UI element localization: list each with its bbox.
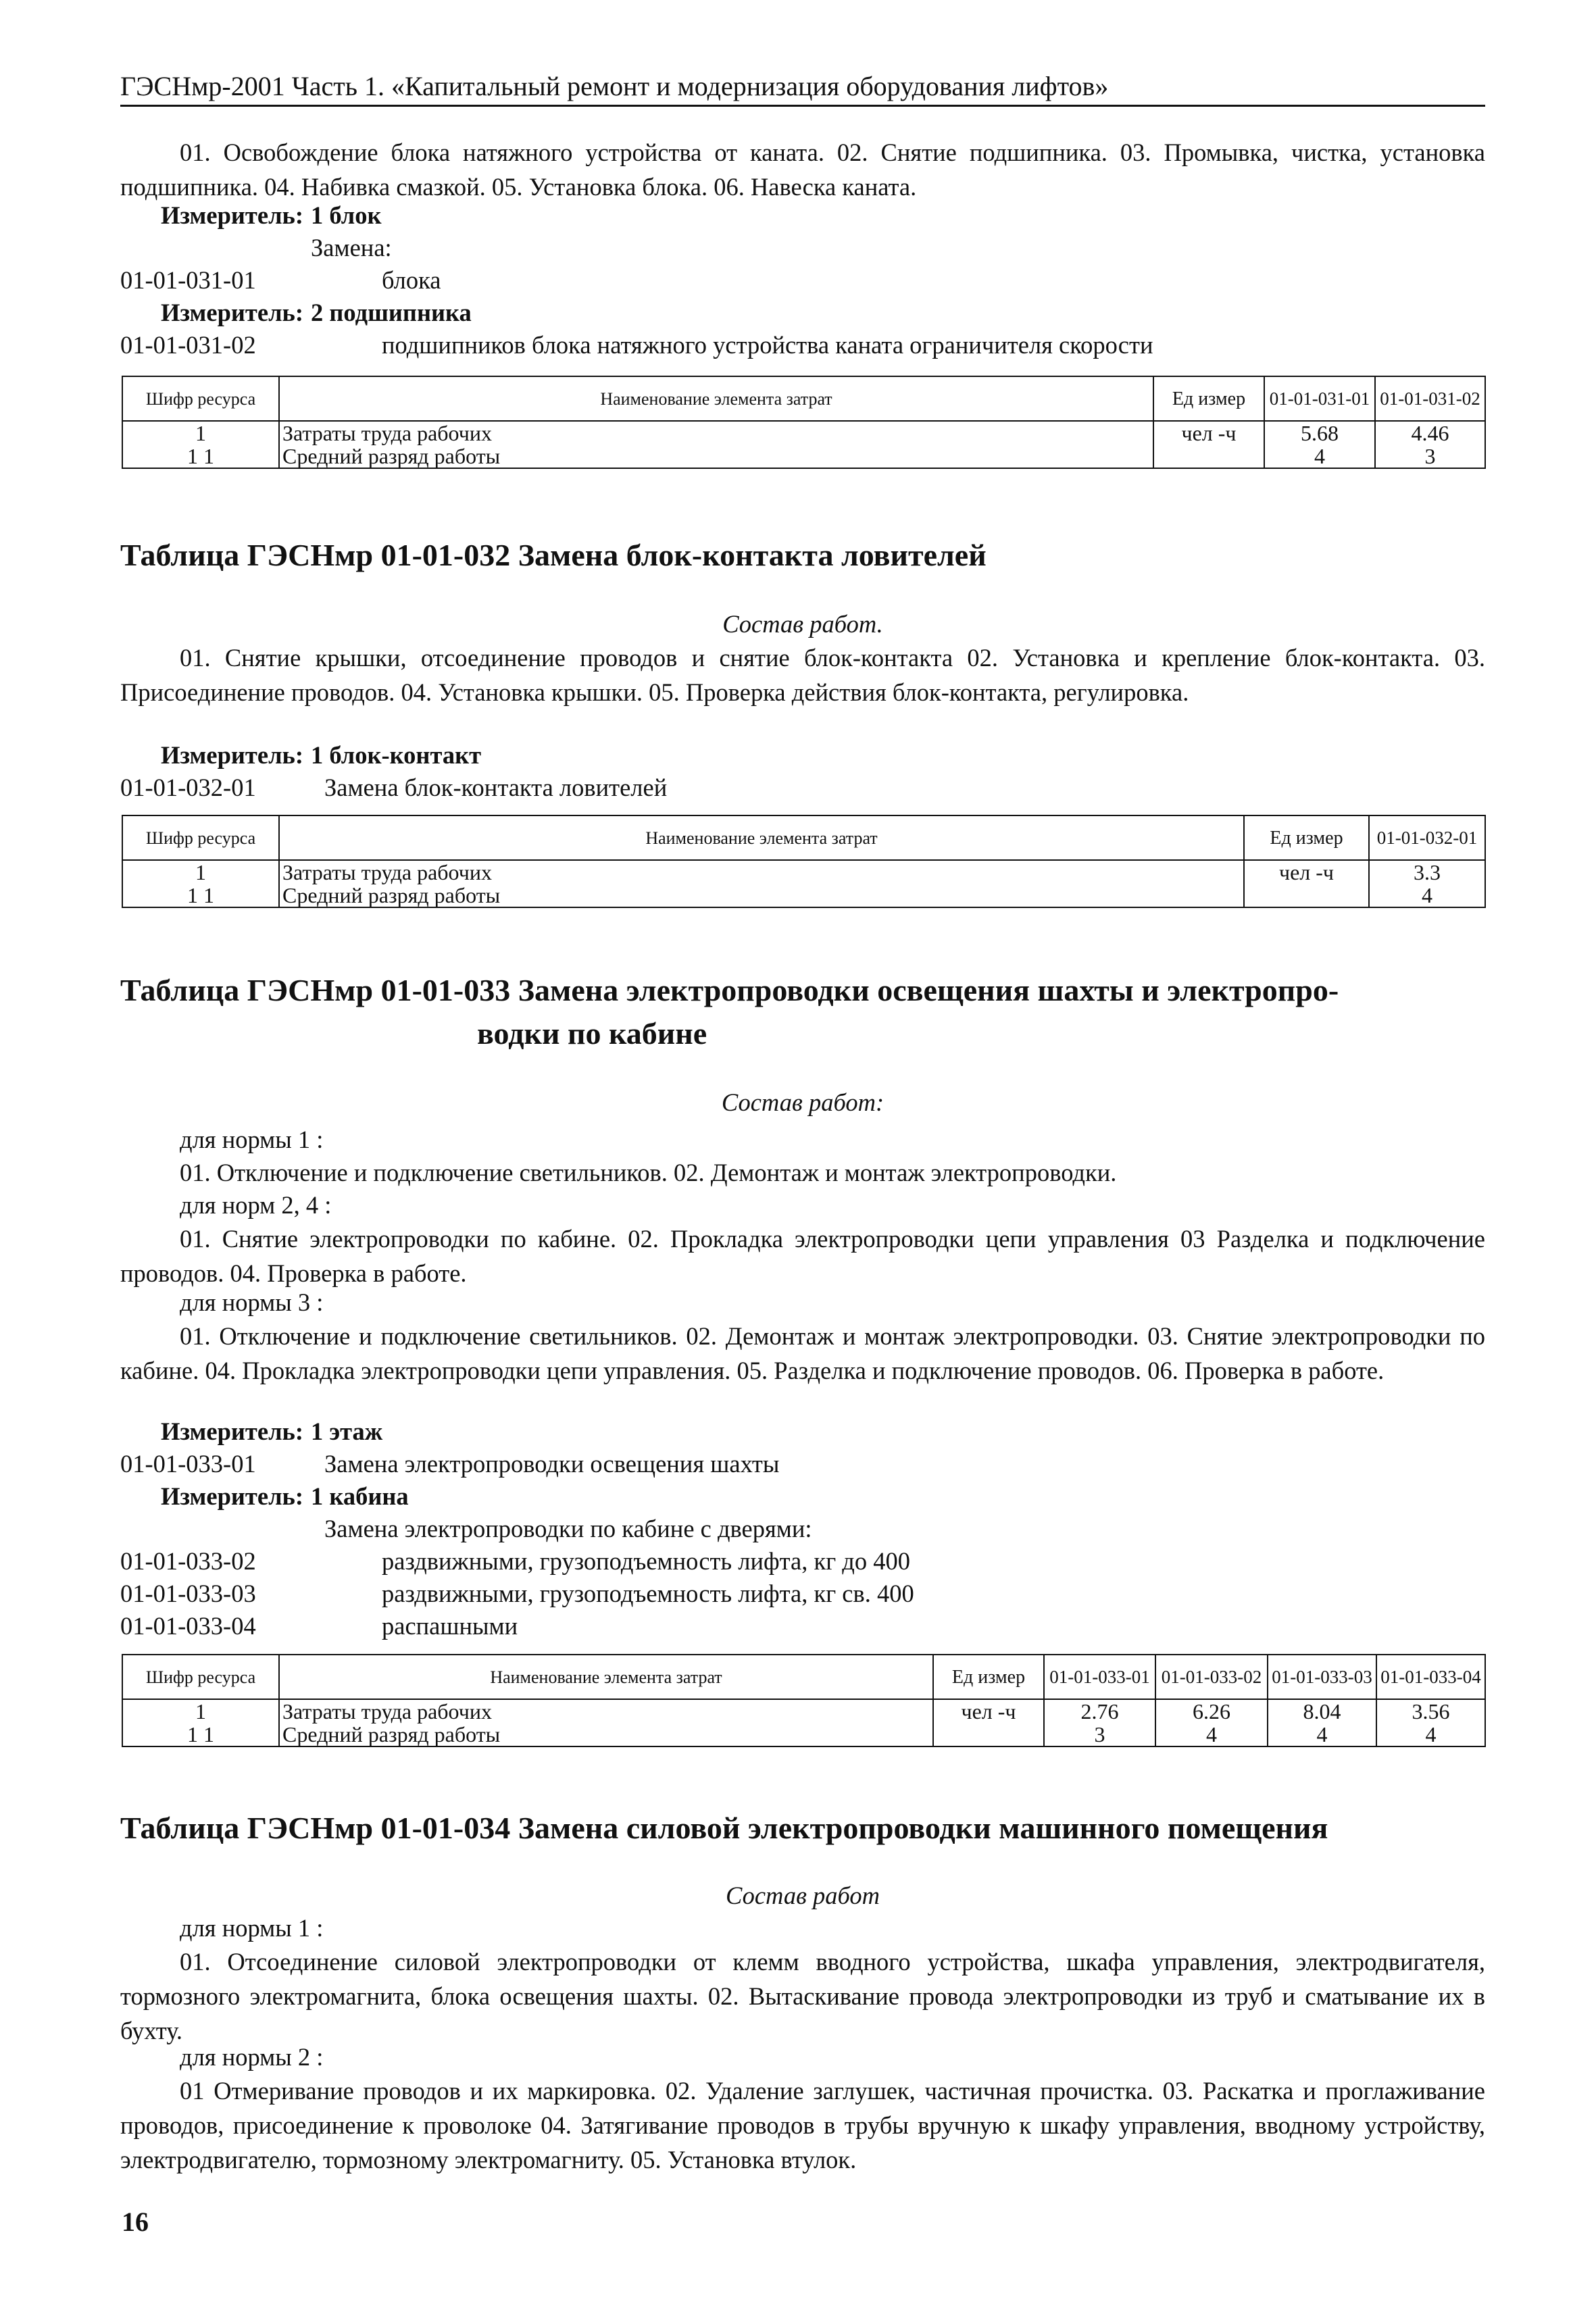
norm-code: 01-01-031-01: [120, 266, 256, 294]
column-header: Ед измер: [1244, 815, 1369, 860]
norm-name: подшипников блока натяжного устройства каната ограничителя скорости: [382, 331, 1153, 359]
table-cell: чел -ч: [1244, 860, 1369, 884]
norm-name: Замена электропроводки освещения шахты: [324, 1450, 780, 1478]
table-cell: 1: [122, 421, 279, 445]
table-cell: [1244, 884, 1369, 907]
table-cell: Средний разряд работы: [279, 1723, 933, 1746]
section-title-034: Таблица ГЭСНмр 01-01-034 Замена силовой электропроводки машинного помещения: [120, 1811, 1328, 1845]
norm-applicability: для нормы 3 :: [180, 1288, 324, 1316]
column-header: 01-01-033-04: [1376, 1655, 1485, 1699]
table-row: [122, 445, 1485, 468]
norm-applicability: для норм 2, 4 :: [180, 1191, 332, 1219]
table-cell: чел -ч: [1153, 421, 1264, 445]
table-cell: 1: [122, 1699, 279, 1723]
norm-code: 01-01-033-02: [120, 1547, 256, 1575]
norm-code: 01-01-033-01: [120, 1450, 256, 1478]
norm-name: блока: [382, 266, 441, 294]
norm-applicability: для нормы 1 :: [180, 1126, 324, 1153]
replacement-heading: Замена:: [311, 234, 392, 261]
meter-label: Измеритель:: [161, 201, 303, 229]
meter-label: Измеритель:: [161, 1482, 303, 1510]
meter-label: Измеритель:: [161, 741, 303, 769]
table-cell: 4: [1376, 1723, 1485, 1746]
work-description-031: 01. Освобождение блока натяжного устройства от каната. 02. Снятие подшипника. 03. Промывка, чистка, установка подшипника. 04. Набивка смазкой. 05. Установка блока. 06. Навеска каната.: [120, 139, 1485, 201]
table-cell: Затраты труда рабочих: [279, 860, 1244, 884]
page-number: 16: [122, 2207, 149, 2237]
work-composition-heading: Состав работ:: [721, 1088, 884, 1116]
work-description: 01. Отключение и подключение светильников. 02. Демонтаж и монтаж электропроводки.: [180, 1159, 1117, 1186]
work-description-032: 01. Снятие крышки, отсоединение проводов и снятие блок-контакта 02. Установка и крепление блок-контакта. 03. Присоединение проводов. 04. Установка крышки. 05. Проверка действия блок-контакта, регулировка.: [120, 644, 1485, 706]
table-cell: 4: [1268, 1723, 1376, 1746]
table-cell: 2.76: [1044, 1699, 1155, 1723]
column-header: Ед измер: [933, 1655, 1044, 1699]
table-cell: [1153, 445, 1264, 468]
norm-code: 01-01-033-04: [120, 1612, 256, 1640]
table-cell: 1 1: [122, 445, 279, 468]
table-cell: 4.46: [1375, 421, 1485, 445]
meter-value: 1 кабина: [311, 1482, 409, 1510]
meter-value: 1 этаж: [311, 1417, 383, 1445]
table-header-row: [122, 815, 1485, 860]
section-title-line: Таблица ГЭСНмр 01-01-033 Замена электропроводки освещения шахты и электропро-: [120, 973, 1339, 1007]
column-header: 01-01-032-01: [1369, 815, 1485, 860]
table-cell: [933, 1723, 1044, 1746]
table-cell: 1 1: [122, 884, 279, 907]
work-description: 01. Отсоединение силовой электропроводки от клемм вводного устройства, шкафа управления, электродвигателя, тормозного электромагнита, блока освещения шахты. 02. Вытаскивание провода электропроводки из труб и сматывание их в бухту.: [120, 1948, 1485, 2044]
norm-applicability: для нормы 2 :: [180, 2043, 324, 2071]
column-header: Шифр ресурса: [122, 815, 279, 860]
work-composition-heading: Состав работ: [725, 1882, 880, 1909]
table-header-row: [122, 376, 1485, 421]
column-header: Наименование элемента затрат: [279, 815, 1244, 860]
column-header: 01-01-033-01: [1044, 1655, 1155, 1699]
table-cell: 3: [1044, 1723, 1155, 1746]
table-row: [122, 1723, 1485, 1746]
column-header: Наименование элемента затрат: [279, 376, 1153, 421]
work-description: 01. Снятие электропроводки по кабине. 02. Прокладка электропроводки цепи управления 03 Разделка и подключение проводов. 04. Проверка в работе.: [120, 1225, 1485, 1287]
table-cell: 1: [122, 860, 279, 884]
resource-table-031: [122, 376, 1486, 469]
column-header: Ед измер: [1153, 376, 1264, 421]
work-description: 01. Отключение и подключение светильников. 02. Демонтаж и монтаж электропроводки. 03. Снятие электропроводки по кабине. 04. Прокладка электропроводки цепи управления. 05. Разделка и подключение проводов. 06. Проверка в работе.: [120, 1322, 1485, 1384]
section-title-032: Таблица ГЭСНмр 01-01-032 Замена блок-контакта ловителей: [120, 538, 987, 572]
resource-table-033: [122, 1654, 1486, 1747]
table-cell: 8.04: [1268, 1699, 1376, 1723]
table-cell: чел -ч: [933, 1699, 1044, 1723]
table-cell: 3: [1375, 445, 1485, 468]
meter-value: 2 подшипника: [311, 299, 472, 326]
work-description: 01 Отмеривание проводов и их маркировка. 02. Удаление заглушек, частичная прочистка. 03. Раскатка и проглаживание проводов, присоединение к проволоке 04. Затягивание проводов в трубы вручную к шкафу управления, вводному устройству, электродвигателю, тормозному электромагниту. 05. Установка втулок.: [120, 2077, 1485, 2173]
norm-code: 01-01-033-03: [120, 1580, 256, 1607]
section-title-033: [120, 969, 1505, 1055]
column-header: 01-01-031-01: [1264, 376, 1375, 421]
table-row: [122, 860, 1485, 884]
table-cell: 1 1: [122, 1723, 279, 1746]
table-cell: 3.56: [1376, 1699, 1485, 1723]
table-row: [122, 884, 1485, 907]
table-cell: 4: [1264, 445, 1375, 468]
norm-name: Замена блок-контакта ловителей: [324, 774, 668, 801]
table-cell: 5.68: [1264, 421, 1375, 445]
table-cell: Средний разряд работы: [279, 884, 1244, 907]
sub-heading: Замена электропроводки по кабине с дверями:: [324, 1515, 812, 1542]
table-header-row: [122, 1655, 1485, 1699]
table-row: [122, 1699, 1485, 1723]
table-cell: 4: [1369, 884, 1485, 907]
column-header: 01-01-033-03: [1268, 1655, 1376, 1699]
meter-label: Измеритель:: [161, 299, 303, 326]
work-composition-heading: Состав работ.: [722, 610, 883, 638]
resource-table-032: [122, 815, 1486, 908]
meter-value: 1 блок: [311, 201, 382, 229]
running-header: ГЭСНмр-2001 Часть 1. «Капитальный ремонт и модернизация оборудования лифтов»: [120, 70, 1485, 107]
table-cell: Средний разряд работы: [279, 445, 1153, 468]
norm-name: раздвижными, грузоподъемность лифта, кг до 400: [382, 1547, 911, 1575]
norm-name: раздвижными, грузоподъемность лифта, кг св. 400: [382, 1580, 914, 1607]
norm-code: 01-01-031-02: [120, 331, 256, 359]
section-title-line: водки по кабине: [477, 1016, 707, 1051]
norm-name: распашными: [382, 1612, 518, 1640]
table-row: [122, 421, 1485, 445]
table-cell: 4: [1155, 1723, 1268, 1746]
table-cell: Затраты труда рабочих: [279, 421, 1153, 445]
column-header: Шифр ресурса: [122, 376, 279, 421]
column-header: Шифр ресурса: [122, 1655, 279, 1699]
column-header: Наименование элемента затрат: [279, 1655, 933, 1699]
norm-applicability: для нормы 1 :: [180, 1914, 324, 1942]
table-cell: Затраты труда рабочих: [279, 1699, 933, 1723]
column-header: 01-01-031-02: [1375, 376, 1485, 421]
meter-label: Измеритель:: [161, 1417, 303, 1445]
meter-value: 1 блок-контакт: [311, 741, 482, 769]
column-header: 01-01-033-02: [1155, 1655, 1268, 1699]
table-cell: 3.3: [1369, 860, 1485, 884]
norm-code: 01-01-032-01: [120, 774, 256, 801]
table-cell: 6.26: [1155, 1699, 1268, 1723]
